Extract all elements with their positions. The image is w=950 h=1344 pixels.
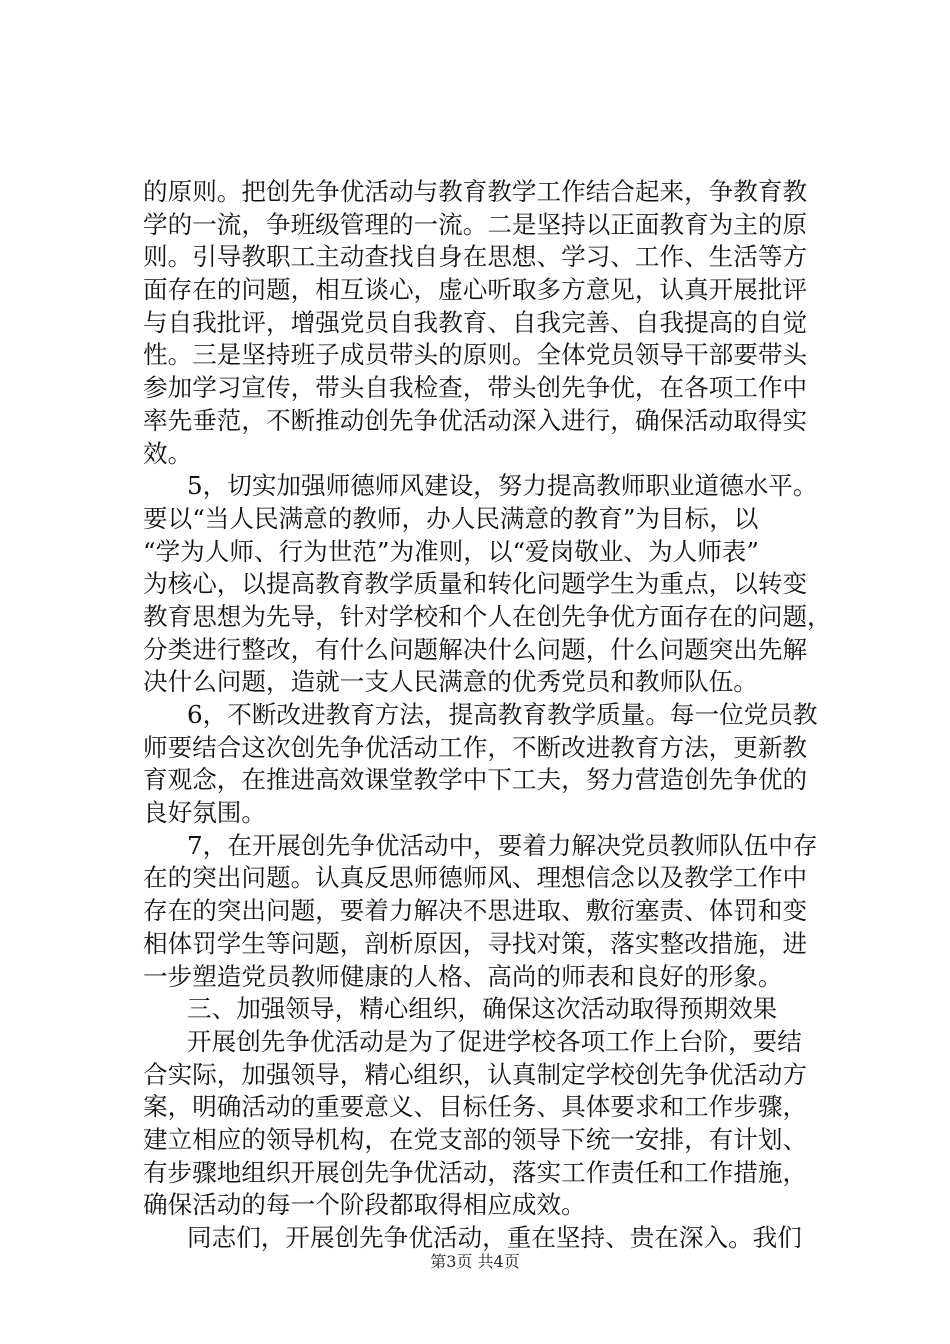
text-line: 则。引导教职工主动查找自身在思想、学习、工作、生活等方 <box>143 242 808 272</box>
text-line: 7，在开展创先争优活动中，要着力解决党员教师队伍中存 <box>187 830 818 860</box>
text-line: 率先垂范，不断推动创先争优活动深入进行，确保活动取得实 <box>143 405 808 435</box>
text-line: 性。三是坚持班子成员带头的原则。全体党员领导干部要带头 <box>143 340 808 370</box>
text-line: “学为人师、行为世范”为准则，以“爱岗敬业、为人师表” <box>143 536 759 566</box>
text-line: 相体罚学生等问题，剖析原因，寻找对策，落实整改措施，进 <box>143 928 808 958</box>
text-line: 育观念，在推进高效课堂教学中下工夫，努力营造创先争优的 <box>143 765 808 795</box>
text-line: 建立相应的领导机构，在党支部的领导下统一安排，有计划、 <box>143 1124 808 1154</box>
text-line: 良好氛围。 <box>143 798 266 828</box>
text-line: 6，不断改进教育方法，提高教育教学质量。每一位党员教 <box>187 700 818 729</box>
text-line: 有步骤地组织开展创先争优活动，落实工作责任和工作措施， <box>143 1157 808 1187</box>
text-line: 确保活动的每一个阶段都取得相应成效。 <box>143 1190 586 1220</box>
text-line: 案，明确活动的重要意义、目标任务、具体要求和工作步骤， <box>143 1092 808 1122</box>
text-line: 学的一流，争班级管理的一流。二是坚持以正面教育为主的原 <box>143 209 808 239</box>
text-line: 开展创先争优活动是为了促进学校各项工作上台阶，要结 <box>187 1026 802 1056</box>
text-line: 师要结合这次创先争优活动工作，不断改进教育方法，更新教 <box>143 732 808 762</box>
text-line: 效。 <box>143 438 193 468</box>
text-line: 一步塑造党员教师健康的人格、高尚的师表和良好的形象。 <box>143 961 783 991</box>
text-line: 面存在的问题，相互谈心，虚心听取多方意见，认真开展批评 <box>143 275 808 305</box>
text-line: 为核心，以提高教育教学质量和转化问题学生为重点，以转变 <box>143 569 808 599</box>
text-line: 存在的突出问题，要着力解决不思进取、敷衍塞责、体罚和变 <box>143 896 808 926</box>
text-line: 分类进行整改，有什么问题解决什么问题，什么问题突出先解 <box>143 634 808 664</box>
document-body <box>143 176 843 1255</box>
text-line: 在的突出问题。认真反思师德师风、理想信念以及教学工作中 <box>143 863 808 893</box>
text-line: 要以“当人民满意的教师，办人民满意的教育”为目标，以 <box>143 503 759 533</box>
text-line: 教育思想为先导，针对学校和个人在创先争优方面存在的问题， <box>143 601 832 631</box>
text-line: 合实际，加强领导，精心组织，认真制定学校创先争优活动方 <box>143 1059 808 1089</box>
text-line: 三、加强领导，精心组织，确保这次活动取得预期效果 <box>187 994 778 1024</box>
text-line: 的原则。把创先争优活动与教育教学工作结合起来，争教育教 <box>143 177 808 206</box>
text-line: 与自我批评，增强党员自我教育、自我完善、自我提高的自觉 <box>143 307 808 337</box>
page-footer: 第3页 共4页 <box>430 1252 520 1271</box>
text-line: 参加学习宣传，带头自我检查，带头创先争优，在各项工作中 <box>143 373 808 403</box>
text-line: 5，切实加强师德师风建设，努力提高教师职业道德水平。 <box>187 471 818 501</box>
text-line: 决什么问题，造就一支人民满意的优秀党员和教师队伍。 <box>143 667 758 697</box>
text-line: 同志们，开展创先争优活动，重在坚持、贵在深入。我们 <box>187 1223 802 1252</box>
